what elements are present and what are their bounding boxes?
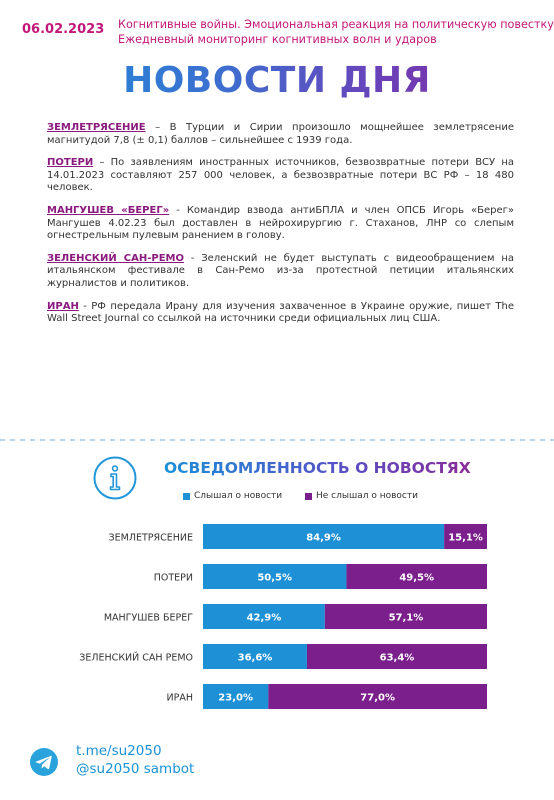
- category-label: МАНГУШЕВ БЕРЕГ: [103, 612, 193, 624]
- news-item: [47, 301, 514, 326]
- telegram-link[interactable]: t.me/su2050: [76, 743, 162, 759]
- news-item: [47, 205, 514, 243]
- news-item: [47, 157, 514, 195]
- news-text: - Командир взвода антиБПЛА и член ОПСБ Игорь «Берег» Мангушев 4.02.23 был доставлен в нейрохирургию г. Стаханов, ЛНР со слепым огнестрельным пулевым ранением в голову.: [47, 204, 514, 242]
- data-label: 42,9%: [246, 612, 282, 624]
- news-text: - Зеленский не будет выступать с видеообращением на итальянском фестивале в Сан-Ремо из-за протестной петиции итальянских журналистов и политиков.: [47, 252, 514, 289]
- data-label: 63,4%: [379, 652, 415, 664]
- news-headline: ЗЕЛЕНСКИЙ САН-РЕМО: [47, 252, 184, 264]
- awareness-bar-chart: [0, 515, 554, 715]
- data-label: 36,6%: [237, 652, 273, 664]
- news-item: [47, 253, 514, 291]
- data-label: 84,9%: [306, 532, 341, 544]
- news-headline: МАНГУШЕВ «БЕРЕГ»: [47, 204, 170, 216]
- news-headline: ИРАН: [47, 300, 79, 312]
- data-label: 57,1%: [388, 612, 424, 624]
- data-label: 23,0%: [218, 692, 254, 704]
- legend-swatch: [305, 493, 312, 500]
- news-headline: ПОТЕРИ: [47, 157, 94, 169]
- category-label: ИРАН: [166, 692, 193, 704]
- news-headline: ЗЕМЛЕТРЯСЕНИЕ: [47, 122, 146, 133]
- data-label: 15,1%: [448, 532, 483, 544]
- footer-text: [76, 742, 194, 778]
- report-date: 06.02.2023: [22, 22, 105, 37]
- news-text: – В Турции и Сирии произошло мощнейшее землетрясение магнитудой 7,8 (± 0,1) баллов – сильнейшее с 1939 года.: [47, 122, 514, 146]
- data-label: 77,0%: [360, 692, 396, 704]
- data-label: 49,5%: [399, 572, 435, 584]
- legend-item-not-heard: [305, 491, 418, 501]
- category-label: ПОТЕРИ: [153, 572, 193, 584]
- chart-title: ОСВЕДОМЛЕННОСТЬ О НОВОСТЯХ: [164, 459, 471, 477]
- header: [0, 0, 554, 60]
- legend-swatch: [183, 493, 190, 500]
- legend-item-heard: [183, 491, 282, 501]
- header-subtitle: [118, 18, 554, 47]
- info-icon: [92, 455, 138, 501]
- news-item: [47, 122, 514, 147]
- telegram-icon[interactable]: [30, 748, 58, 776]
- news-text: - РФ передала Ирану для изучения захваченное в Украине оружие, пишет The Wall Street Journal со ссылкой на источники среди официальных лиц США.: [47, 300, 514, 325]
- news-text: – По заявлениям иностранных источников, безвозвратные потери ВСУ на 14.01.2023 составляют 257 000 человек, а безвозвратные потери ВС РФ – 18 480 человек.: [47, 157, 514, 194]
- legend-label: Не слышал о новости: [316, 491, 418, 501]
- category-label: ЗЕМЛЕТРЯСЕНИЕ: [108, 532, 193, 544]
- page-title: НОВОСТИ ДНЯ: [0, 60, 554, 101]
- bot-handle[interactable]: @su2050 sambot: [76, 761, 195, 777]
- section-divider: [0, 439, 554, 441]
- header-line-1: Когнитивные войны. Эмоциональная реакция на политическую повестку: [118, 18, 554, 31]
- category-label: ЗЕЛЕНСКИЙ САН РЕМО: [79, 652, 193, 664]
- header-line-2: Ежедневный мониторинг когнитивных волн и ударов: [118, 32, 437, 46]
- data-label: 50,5%: [257, 572, 293, 584]
- news-list: [47, 122, 514, 336]
- legend-label: Слышал о новости: [194, 491, 283, 501]
